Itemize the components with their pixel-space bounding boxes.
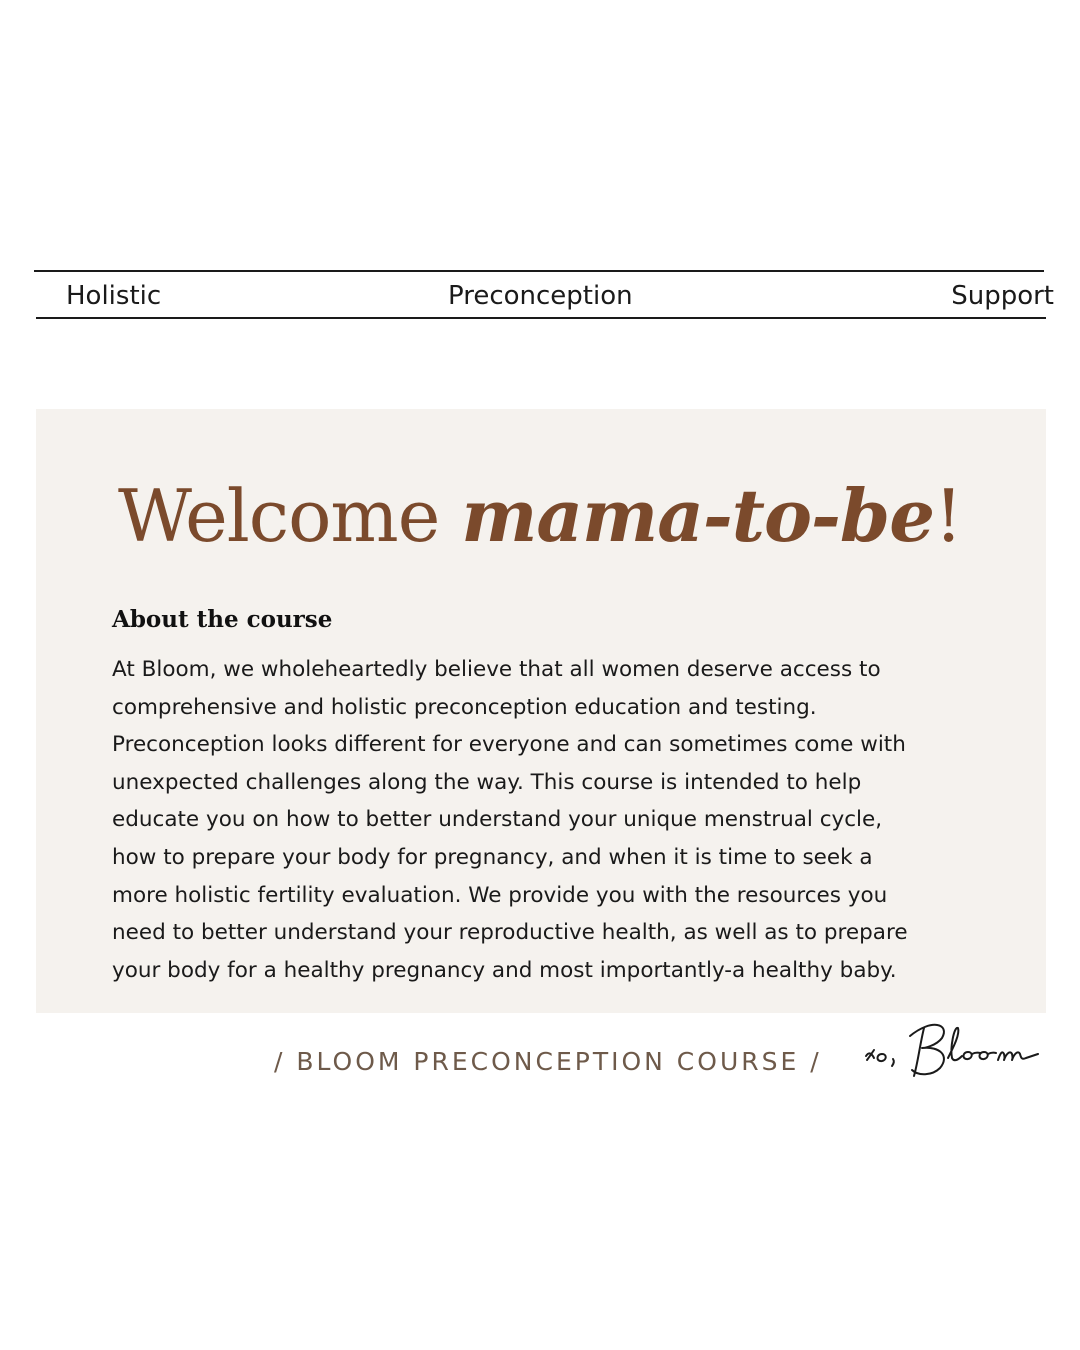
signature-comma — [892, 1059, 894, 1066]
welcome-title-emphasis: mama-to-be — [461, 473, 935, 558]
welcome-title — [0, 466, 1080, 566]
about-line: more holistic fertility evaluation. We provide you with the resources you — [112, 882, 888, 908]
welcome-title-plain: Welcome — [117, 474, 462, 558]
about-line: need to better understand your reproductive health, as well as to prepare — [112, 920, 908, 946]
tagline-holistic: Holistic — [66, 281, 162, 311]
about-paragraph — [112, 651, 1012, 989]
about-line: At Bloom, we wholeheartedly believe that all women deserve access to — [112, 657, 881, 682]
about-line: Preconception looks different for everyone and can sometimes come with — [112, 732, 906, 758]
top-rule — [34, 270, 1044, 272]
signature-l — [948, 1028, 962, 1060]
about-heading: About the course — [112, 606, 333, 633]
signature-o — [878, 1054, 886, 1061]
about-line: unexpected challenges along the way. This course is intended to help — [112, 769, 862, 795]
about-line: how to prepare your body for pregnancy, and when it is time to seek a — [112, 844, 873, 870]
about-line: your body for a healthy pregnancy and most importantly-a healthy baby. — [112, 957, 897, 983]
signature-m — [998, 1052, 1038, 1060]
signature-logo — [862, 1014, 1042, 1084]
signature-o1 — [964, 1052, 981, 1059]
about-line: educate you on how to better understand your unique menstrual cycle, — [112, 807, 883, 833]
about-line: comprehensive and holistic preconception education and testing. — [112, 694, 817, 720]
bottom-rule — [36, 317, 1046, 319]
signature-script — [862, 1014, 1042, 1084]
signature-B — [910, 1025, 944, 1076]
tagline-support: Support — [951, 281, 1054, 311]
tagline-preconception: Preconception — [448, 281, 633, 311]
signature-x — [866, 1050, 874, 1060]
tagline-band — [34, 270, 1054, 320]
signature-o2 — [980, 1052, 997, 1059]
course-label: / BLOOM PRECONCEPTION COURSE / — [274, 1047, 822, 1076]
welcome-title-end: ! — [934, 474, 963, 558]
